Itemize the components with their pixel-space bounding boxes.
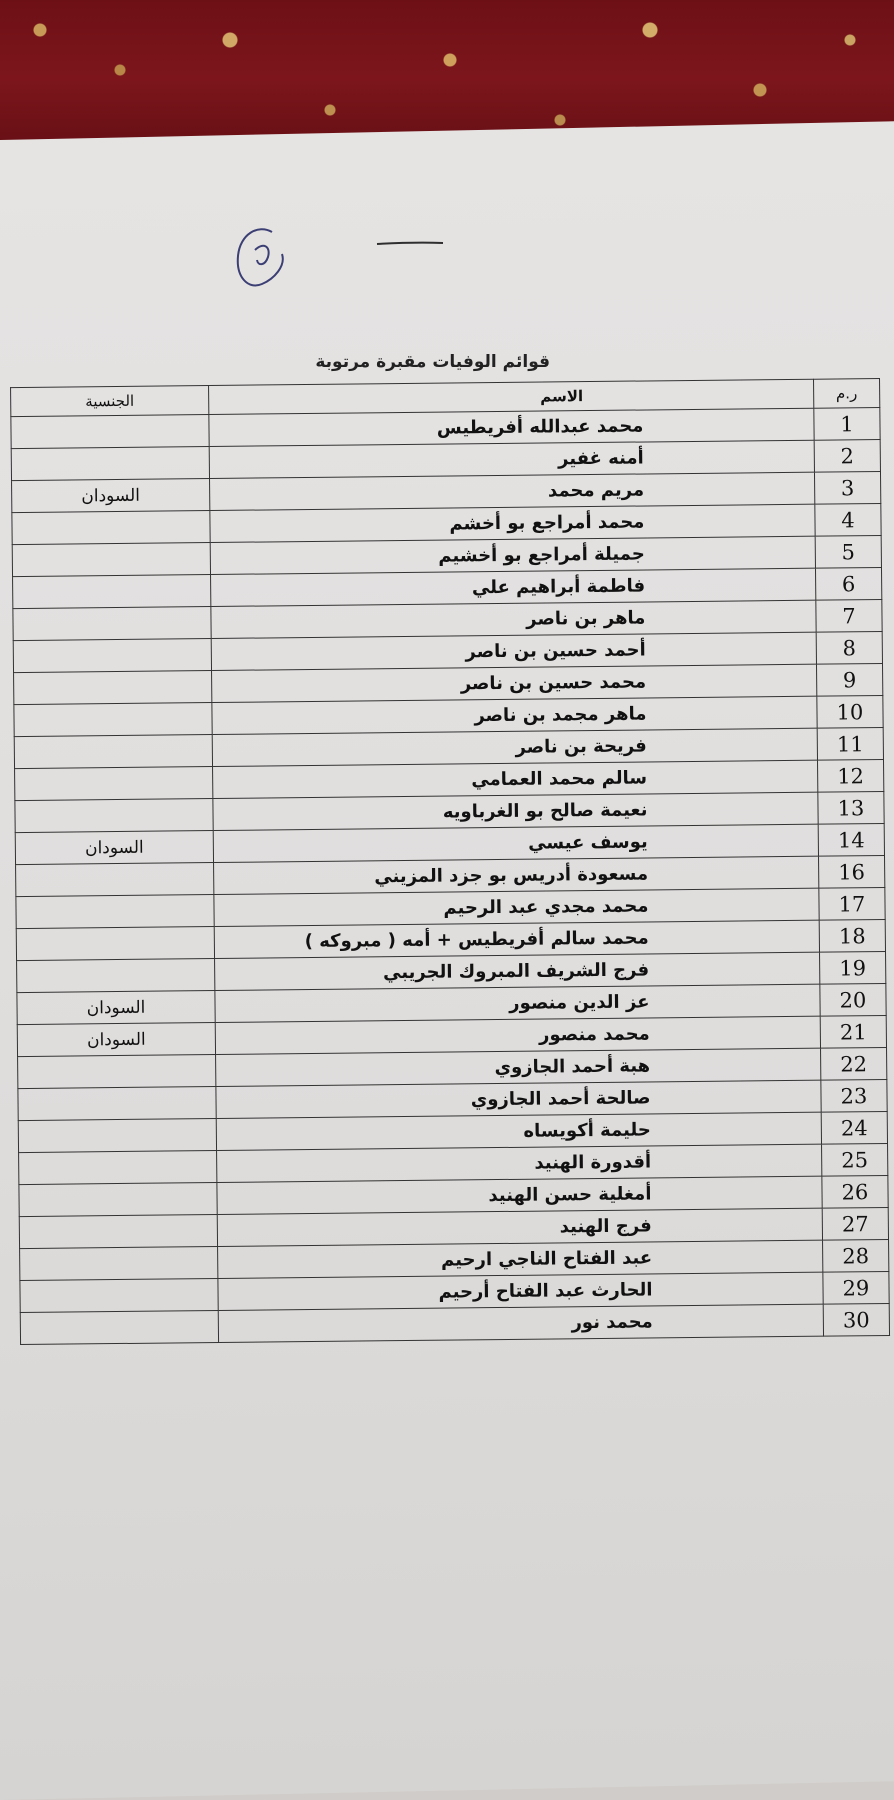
number-cell: 21 — [820, 1015, 886, 1048]
nationality-cell: السودان — [17, 1022, 215, 1056]
number-cell: 20 — [820, 983, 886, 1016]
name-cell: سالم محمد العمامي — [213, 760, 818, 798]
name-cell: هبة أحمد الجازوي — [216, 1048, 821, 1086]
nationality-cell — [13, 639, 211, 673]
nationality-cell — [14, 671, 212, 705]
name-cell: أمنه غفير — [209, 440, 814, 478]
name-cell: الحارث عبد الفتاح أرحيم — [218, 1272, 823, 1310]
handwritten-circle-mark — [228, 222, 296, 294]
number-cell: 23 — [821, 1079, 887, 1112]
header-name: الاسم — [209, 379, 814, 414]
number-cell: 9 — [816, 663, 882, 696]
number-cell: 27 — [822, 1207, 888, 1240]
number-cell: 7 — [816, 599, 882, 632]
name-cell: محمد سالم أفريطيس + أمه ( مبروكه ) — [214, 920, 819, 958]
name-cell: فرج الشريف المبروك الجريبي — [215, 952, 820, 990]
name-cell: محمد مجدي عبد الرحيم — [214, 888, 819, 926]
nationality-cell — [12, 543, 210, 577]
nationality-cell — [13, 607, 211, 641]
number-cell: 25 — [821, 1143, 887, 1176]
number-cell: 8 — [816, 631, 882, 664]
nationality-cell — [11, 415, 209, 449]
nationality-cell — [16, 927, 214, 961]
name-cell: صالحة أحمد الجازوي — [216, 1080, 821, 1118]
nationality-cell — [17, 959, 215, 993]
number-cell: 19 — [819, 951, 885, 984]
name-cell: أحمد حسين بن ناصر — [211, 632, 816, 670]
nationality-cell — [16, 863, 214, 897]
number-cell: 1 — [814, 408, 880, 441]
name-cell: عز الدين منصور — [215, 984, 820, 1022]
number-cell: 30 — [823, 1303, 889, 1336]
number-cell: 3 — [814, 472, 880, 505]
name-cell: جميلة أمراجع بو أخشيم — [210, 536, 815, 574]
number-cell: 2 — [814, 440, 880, 473]
deaths-table — [10, 378, 890, 1345]
nationality-cell — [12, 511, 210, 545]
nationality-cell — [15, 799, 213, 833]
number-cell: 6 — [815, 567, 881, 600]
number-cell: 5 — [815, 535, 881, 568]
name-cell: ماهر مجمد بن ناصر — [212, 696, 817, 734]
name-cell: فاطمة أبراهيم علي — [210, 568, 815, 606]
nationality-cell — [18, 1118, 216, 1152]
name-cell: فرج الهنيد — [217, 1208, 822, 1246]
name-cell: يوسف عيسي — [213, 824, 818, 862]
name-cell: عبد الفتاح الناجي ارحيم — [218, 1240, 823, 1278]
handwritten-dash-mark — [375, 238, 445, 250]
nationality-cell — [18, 1086, 216, 1120]
name-cell: حليمة أكويساه — [216, 1112, 821, 1150]
nationality-cell: السودان — [15, 831, 213, 865]
nationality-cell — [20, 1246, 218, 1280]
number-cell: 4 — [815, 503, 881, 536]
name-cell: محمد نور — [218, 1304, 823, 1342]
number-cell: 12 — [817, 759, 883, 792]
nationality-cell — [13, 575, 211, 609]
nationality-cell — [16, 895, 214, 929]
name-cell: محمد عبدالله أفريطيس — [209, 408, 814, 446]
number-cell: 24 — [821, 1111, 887, 1144]
number-cell: 10 — [817, 695, 883, 728]
document-title: قوائم الوفيات مقبرة مرتوبة — [315, 352, 550, 372]
name-cell: مسعودة أدريس بو جزد المزيني — [214, 856, 819, 894]
number-cell: 17 — [819, 887, 885, 920]
name-cell: محمد منصور — [215, 1016, 820, 1054]
nationality-cell — [19, 1150, 217, 1184]
nationality-cell — [18, 1054, 216, 1088]
header-nationality: الجنسية — [11, 386, 209, 417]
nationality-cell — [19, 1214, 217, 1248]
name-cell: أمغلية حسن الهنيد — [217, 1176, 822, 1214]
number-cell: 22 — [820, 1047, 886, 1080]
name-cell: ماهر بن ناصر — [211, 600, 816, 638]
nationality-cell — [20, 1310, 218, 1344]
number-cell: 26 — [822, 1175, 888, 1208]
number-cell: 11 — [817, 727, 883, 760]
name-cell: فريحة بن ناصر — [212, 728, 817, 766]
nationality-cell: السودان — [12, 479, 210, 513]
header-number: ر.م — [813, 379, 879, 409]
nationality-cell — [14, 703, 212, 737]
name-cell: محمد حسين بن ناصر — [211, 664, 816, 702]
name-cell: محمد أمراجع بو أخشم — [210, 504, 815, 542]
name-cell: مريم محمد — [209, 472, 814, 510]
nationality-cell — [14, 735, 212, 769]
name-cell: أقدورة الهنيد — [217, 1144, 822, 1182]
nationality-cell — [20, 1278, 218, 1312]
name-cell: نعيمة صالح بو الغرباويه — [213, 792, 818, 830]
number-cell: 16 — [818, 855, 884, 888]
nationality-cell — [19, 1182, 217, 1216]
number-cell: 18 — [819, 919, 885, 952]
number-cell: 14 — [818, 823, 884, 856]
nationality-cell — [15, 767, 213, 801]
nationality-cell: السودان — [17, 990, 215, 1024]
number-cell: 29 — [823, 1271, 889, 1304]
number-cell: 28 — [822, 1239, 888, 1272]
nationality-cell — [11, 447, 209, 481]
number-cell: 13 — [818, 791, 884, 824]
